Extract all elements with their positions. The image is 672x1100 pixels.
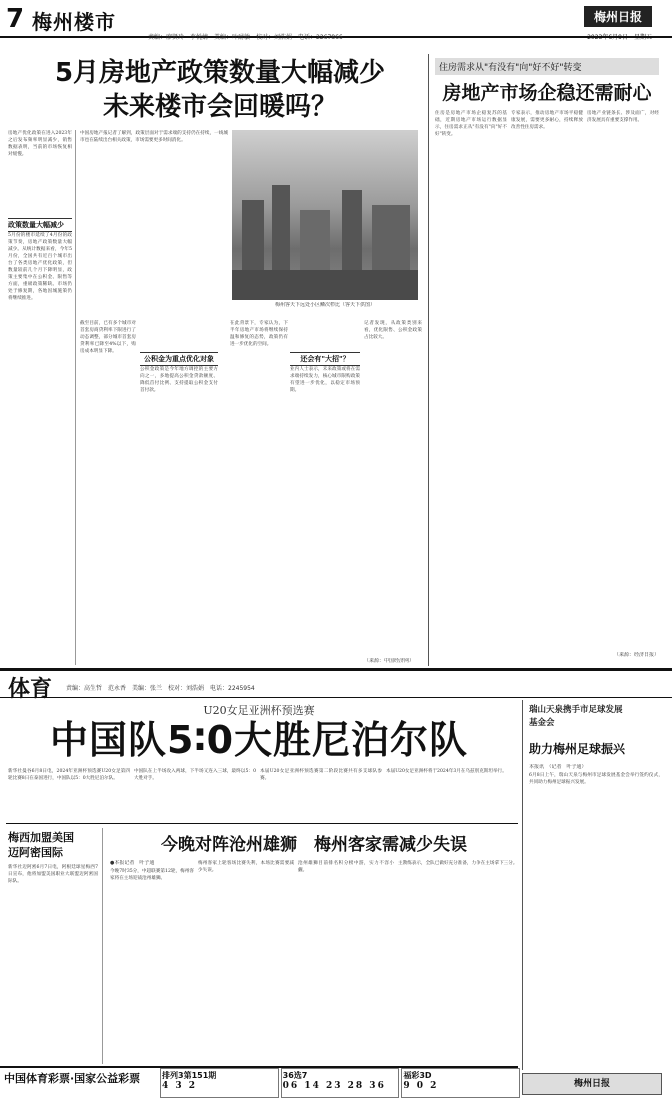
lead-text-col4: 公积金政策是今年地方调控的主要方向之一，多地提高公积金贷款额度、降低首付比例、支持提取公积金支付首付款。 (140, 367, 218, 393)
sports-side-kicker (529, 704, 663, 730)
lottery-numbers: 06 14 23 28 36 (282, 1081, 386, 1091)
divider (6, 823, 518, 824)
side-article (428, 54, 664, 666)
lottery-name: 排列3第151期 (162, 1071, 217, 1080)
lead-title-line1: 5月房地产政策数量大幅减少 (54, 58, 386, 88)
meizhou-byline: ●本报记者 叶子通 (110, 860, 155, 866)
meizhou-title: 今晚对阵沧州雄狮 梅州客家需减少失误 (161, 835, 467, 855)
sports-header (0, 668, 672, 702)
sports-lead-text-col1: 新华社曼谷6月8日电，2024年亚洲杯预选赛U20女足第四轮比赛8日在泰国进行，中国队以5：0大胜尼泊尔队。 (8, 769, 130, 781)
lead-subhead-2: 公积金为重点优化对象 (140, 352, 218, 366)
lottery-numbers: 4 3 2 (162, 1081, 198, 1091)
lead-photo (232, 130, 418, 300)
sports-side-title: 助力梅州足球振兴 (529, 742, 626, 756)
col-rule (75, 130, 76, 665)
page-header (0, 0, 672, 41)
issue-date: 2023年6月9日 星期五 (587, 34, 652, 41)
photo-building (272, 185, 290, 270)
lead-text-col2: 中国房地产报记者了解到，政策层面对于需求端的支持仍在持续，一线城市也在陆续出台相关政策，市场需要更多时间消化。 (80, 131, 228, 143)
sports-side-byline: 本报讯 （记者 叶子通） (529, 764, 587, 770)
photo-foreground (232, 270, 418, 300)
sports-side-kicker-line2: 基金会 (529, 718, 555, 728)
sports-lead-text-col4: 本届U20女足亚洲杯将于2024年3月在乌兹别克斯坦举行。 (386, 769, 507, 774)
side-source: （来源：经济日报） (613, 652, 659, 658)
masthead-logo: 梅州日报 (584, 6, 652, 27)
meizhou-text-col2: 梅州客家上轮客场比赛失利，本场比赛需要减少失误。 (198, 861, 294, 873)
messi-title (8, 830, 98, 860)
col-rule (102, 828, 103, 1064)
sports-side-kicker-line1: 瑞山天泉携手市足球发展 (529, 705, 623, 715)
lottery-boxes (160, 1068, 520, 1098)
photo-building (300, 210, 330, 270)
lottery-box (160, 1068, 279, 1098)
side-kicker: 住房需求从"有没有"向"好不好"转变 (435, 58, 659, 75)
sports-lead-title (0, 702, 518, 762)
lead-text-col6: 业内人士表示，未来政策或将在需求端持续发力，核心城市限购政策有望进一步优化，以稳定市场预期。 (290, 367, 360, 393)
meizhou-text-col4: 主教练表示，全队已做好充分准备，力争在主场拿下三分。 (398, 861, 518, 866)
sports-section-title: 体育 (8, 677, 53, 702)
sports-credits: 责编：高生哲 范永香 美编：张兰 校对：刘浩娟 电话：2245954 (66, 685, 255, 692)
credits: 责编：廖贤玲 李悦婧 美编：叶耐敏 校对：刘浩娟 电话：2267866 (148, 34, 343, 41)
lead-text-col1: 5月份的楼市延续了4月份的政策节奏，房地产政策数量大幅减少。从统计数据来看，今年5月份，全国共有近百个城市出台了各类房地产优化政策，但数量较前几个月下降明显，政策主要集中在公积金、限售等方面，重磅政策稀缺。市场仍处于修复期，各地因城施策仍将继续推进。 (8, 233, 72, 301)
lottery-numbers: 9 0 2 (403, 1081, 439, 1091)
meizhou-text-col3: 沧州雄狮目前排名积分榜中游，实力不容小觑。 (298, 861, 394, 873)
lottery-name: 36选7 (282, 1071, 308, 1080)
lottery-banner: 中国体育彩票·国家公益彩票 (4, 1072, 141, 1085)
messi-title-line2: 迈阿密国际 (8, 846, 63, 859)
bottom-logo: 梅州日报 (522, 1073, 662, 1095)
side-title: 房地产市场企稳还需耐心 (442, 82, 652, 104)
lead-subhead-1: 政策数量大幅减少 (8, 218, 72, 232)
section-title: 梅州楼市 (32, 10, 116, 34)
side-text-col1: 住房是房地产市场企稳复苏的基础，近期房地产市场运行数据显示，住房需求正从"有没有"向"好不好"转变。 (435, 111, 507, 137)
side-text-col3: 房地产业链条长、涉及面广，对经济发展具有重要支撑作用。 (587, 111, 659, 123)
sports-side-text: 6月8日上午，瑞山天泉与梅州市足球发展基金会举行签约仪式，共同助力梅州足球振兴发展。 (529, 773, 663, 785)
sports-lead-headline: 中国队5∶0大胜尼泊尔队 (49, 718, 469, 762)
lead-intro-text: 房地产优化政策在进入2023年之后发布频率明显减少，销售数据表明，当前的市场恢复相对缓慢。 (8, 131, 72, 157)
lead-source: （来源：中国经济网） (364, 658, 415, 664)
lottery-name: 福彩3D (403, 1071, 432, 1080)
meizhou-text-col1: 今晚7时35分，中超联赛第12轮，梅州客家将在主场迎战沧州雄狮。 (110, 869, 194, 881)
photo-building (342, 190, 362, 270)
side-text-col2: 专家表示，推动房地产市场平稳健康发展，需要更多耐心，持续释放改善性住房需求。 (511, 111, 583, 130)
sports-lead-text-col3: 本届U20女足亚洲杯预选赛第二阶段比赛共有多支球队参赛。 (260, 769, 382, 781)
photo-caption: 梅州客天下远处小区鳞次栉比（客天下供图） (274, 302, 375, 308)
lead-title (20, 56, 420, 124)
lead-text-col3: 截至目前，已有多个城市对首套房商贷利率下限进行了动态调整，部分城市首套房贷利率已降至4%以下，购房成本明显下降。 (80, 321, 136, 354)
sports-side-article (522, 700, 666, 1070)
lead-text-col7: 记者发现，从政策类别来看，优化限售、公积金政策占比较大。 (364, 321, 422, 340)
page-number: 7 (6, 4, 25, 34)
photo-building (372, 205, 410, 270)
lead-text-col5: 在此背景下，专家认为，下半年房地产市场将继续保持温和修复的态势，政策仍有进一步优化的空间。 (230, 321, 288, 347)
lead-title-line2: 未来楼市会回暖吗？ (102, 92, 337, 122)
messi-title-line1: 梅西加盟美国 (8, 831, 74, 844)
photo-building (242, 200, 264, 270)
lottery-box (281, 1068, 400, 1098)
lottery-box (401, 1068, 520, 1098)
sports-lead-text-col2: 中国队在上半场攻入两球，下半场又连入三球，最终以5：0大胜对手。 (134, 769, 256, 781)
lead-subhead-3: 还会有"大招"？ (290, 352, 360, 366)
sports-lead-kicker: U20女足亚洲杯预选赛 (203, 704, 315, 717)
messi-text: 新华社迈阿密6月7日电，阿根廷球星梅西7日宣布，他将加盟美国职业大联盟迈阿密国际队。 (8, 865, 98, 884)
